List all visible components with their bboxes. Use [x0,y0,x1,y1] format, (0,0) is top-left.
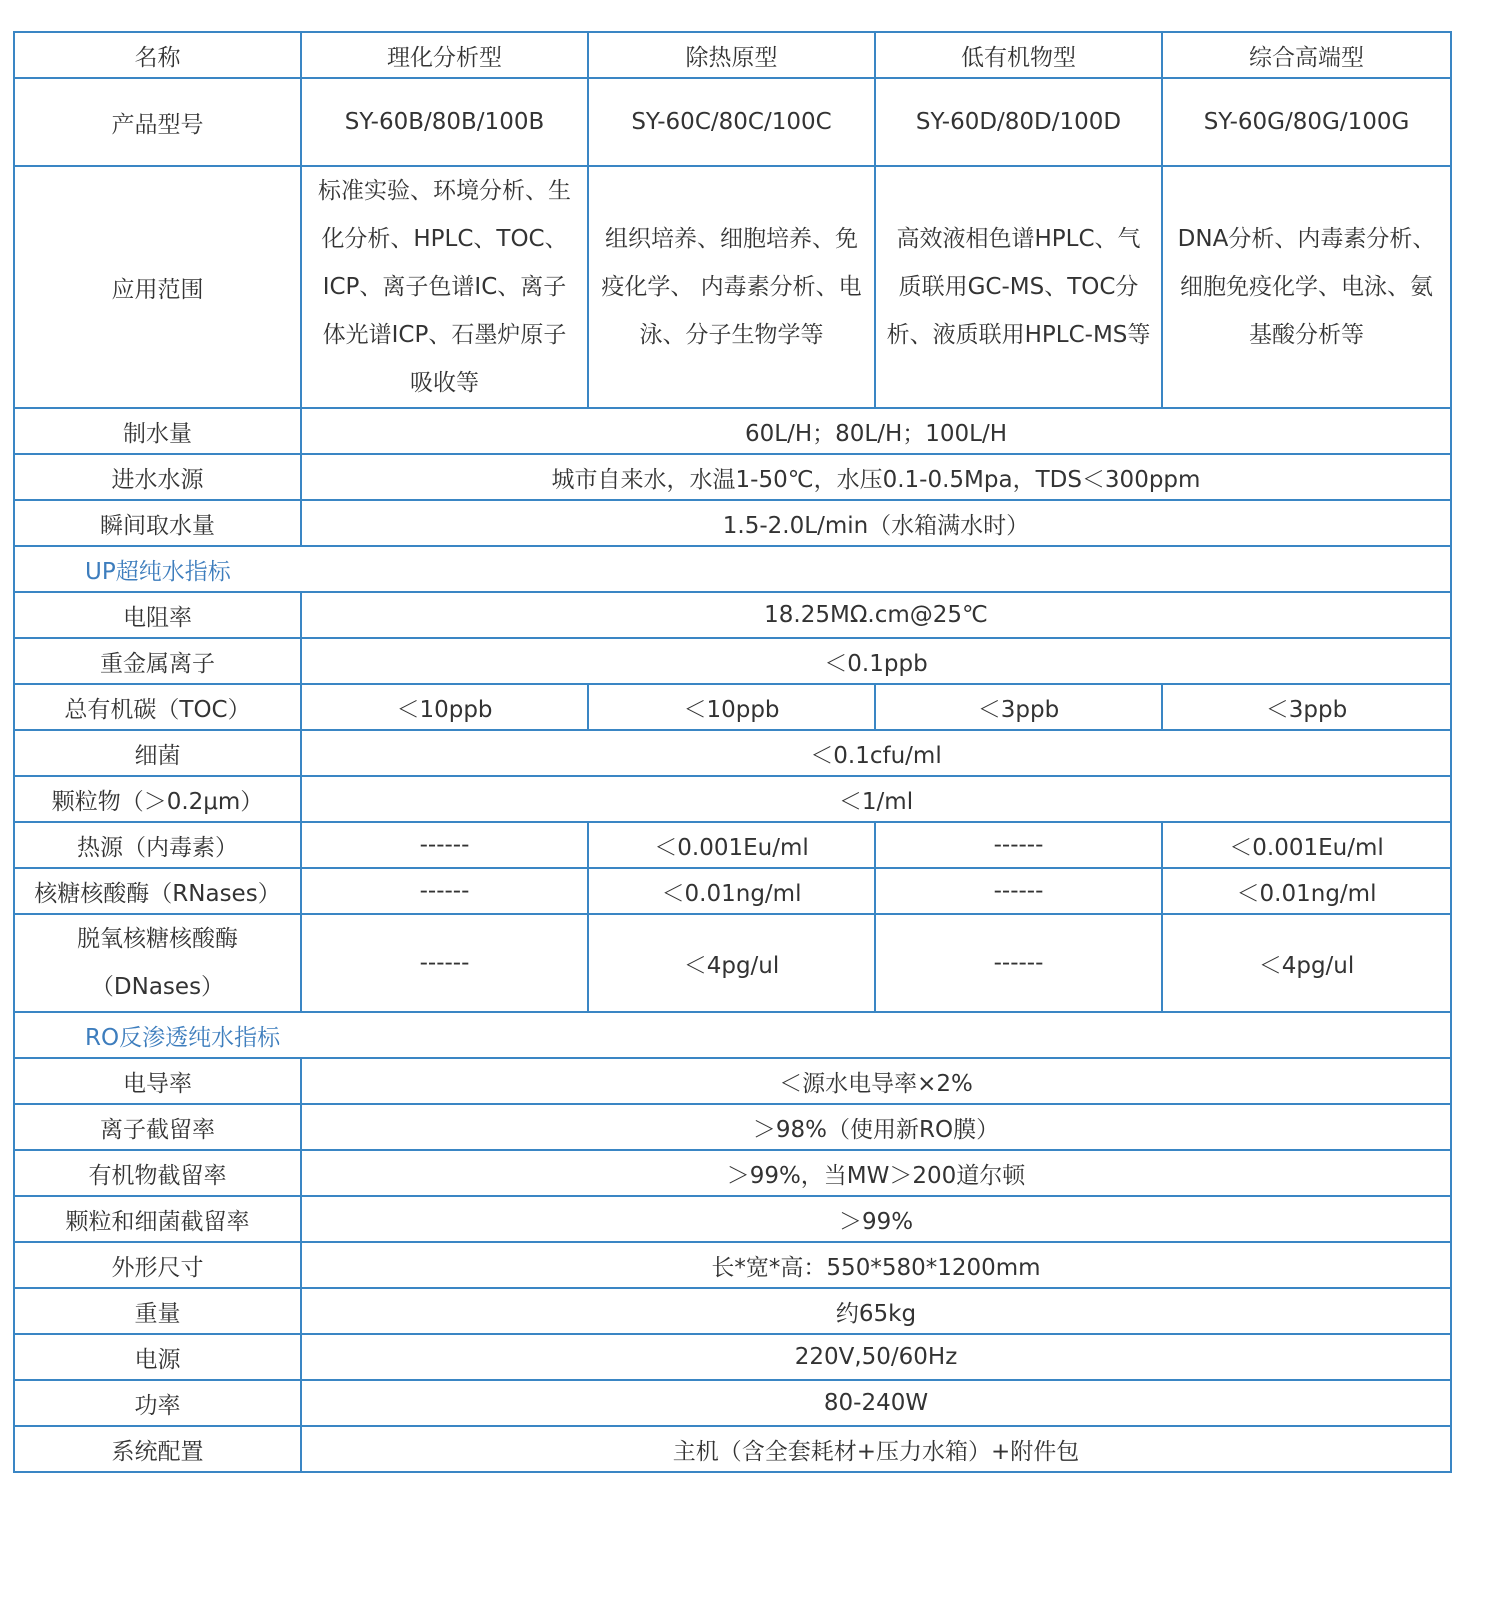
model-row [14,78,1451,166]
table-row [14,684,1451,730]
row-value: ＜0.1ppb [301,638,1451,684]
pyrogen-b: ------ [301,822,588,868]
table-row [14,1058,1451,1104]
table-row [14,592,1451,638]
table-row [14,1426,1451,1472]
application-b: 标准实验、环境分析、生化分析、HPLC、TOC、ICP、离子色谱IC、离子体光谱ICP、石墨炉原子吸收等 [301,166,588,408]
row-value: 1.5-2.0L/min（水箱满水时） [301,500,1451,546]
table-row [14,1380,1451,1426]
row-label: 产品型号 [14,78,301,166]
row-value: 220V,50/60Hz [301,1334,1451,1380]
row-label: 离子截留率 [14,1104,301,1150]
row-label: 重量 [14,1288,301,1334]
row-label: 细菌 [14,730,301,776]
header-col-c: 除热原型 [588,32,875,78]
table-row [14,1242,1451,1288]
row-label: 制水量 [14,408,301,454]
row-label: 热源（内毒素） [14,822,301,868]
table-row [14,454,1451,500]
row-label: 颗粒物（＞0.2μm） [14,776,301,822]
header-col-d: 低有机物型 [875,32,1162,78]
table-row [14,822,1451,868]
toc-g: ＜3ppb [1162,684,1451,730]
table-row [14,408,1451,454]
table-row [14,1288,1451,1334]
dnases-d: ------ [875,914,1162,1012]
row-value: 长*宽*高：550*580*1200mm [301,1242,1451,1288]
row-label: 颗粒和细菌截留率 [14,1196,301,1242]
row-label: 电导率 [14,1058,301,1104]
row-label: 总有机碳（TOC） [14,684,301,730]
row-label: 电源 [14,1334,301,1380]
toc-d: ＜3ppb [875,684,1162,730]
row-label: 重金属离子 [14,638,301,684]
row-label: 应用范围 [14,166,301,408]
row-label: 瞬间取水量 [14,500,301,546]
row-value: 60L/H；80L/H；100L/H [301,408,1451,454]
application-g: DNA分析、内毒素分析、细胞免疫化学、电泳、氨基酸分析等 [1162,166,1451,408]
row-value: 80-240W [301,1380,1451,1426]
table-row [14,914,1451,1012]
row-value: ＜0.1cfu/ml [301,730,1451,776]
row-value: ＜源水电导率×2% [301,1058,1451,1104]
model-g: SY-60G/80G/100G [1162,78,1451,166]
model-d: SY-60D/80D/100D [875,78,1162,166]
row-value: ＞99%，当MW＞200道尔顿 [301,1150,1451,1196]
pyrogen-d: ------ [875,822,1162,868]
row-label: 进水水源 [14,454,301,500]
header-row [14,32,1451,78]
table-row [14,868,1451,914]
rnases-g: ＜0.01ng/ml [1162,868,1451,914]
row-label: 电阻率 [14,592,301,638]
row-value: ＞98%（使用新RO膜） [301,1104,1451,1150]
table-row [14,638,1451,684]
row-label: 有机物截留率 [14,1150,301,1196]
row-value: ＞99% [301,1196,1451,1242]
dnases-g: ＜4pg/ul [1162,914,1451,1012]
ro-section-title: RO反渗透纯水指标 [14,1012,1451,1058]
row-label: 脱氧核糖核酸酶（DNases） [14,914,301,1012]
application-d: 高效液相色谱HPLC、气质联用GC-MS、TOC分析、液质联用HPLC-MS等 [875,166,1162,408]
toc-c: ＜10ppb [588,684,875,730]
pyrogen-g: ＜0.001Eu/ml [1162,822,1451,868]
table-row [14,776,1451,822]
pyrogen-c: ＜0.001Eu/ml [588,822,875,868]
spec-table [13,31,1452,1473]
table-row [14,1196,1451,1242]
table-row [14,730,1451,776]
table-row [14,1334,1451,1380]
dnases-b: ------ [301,914,588,1012]
row-label: 功率 [14,1380,301,1426]
rnases-b: ------ [301,868,588,914]
toc-b: ＜10ppb [301,684,588,730]
table-row [14,1150,1451,1196]
row-value: ＜1/ml [301,776,1451,822]
row-value: 约65kg [301,1288,1451,1334]
row-label: 核糖核酸酶（RNases） [14,868,301,914]
rnases-d: ------ [875,868,1162,914]
table-row [14,1104,1451,1150]
ro-section-row [14,1012,1451,1058]
row-label: 系统配置 [14,1426,301,1472]
application-row [14,166,1451,408]
header-col-g: 综合高端型 [1162,32,1451,78]
row-value: 城市自来水，水温1-50℃，水压0.1-0.5Mpa，TDS＜300ppm [301,454,1451,500]
rnases-c: ＜0.01ng/ml [588,868,875,914]
application-c: 组织培养、细胞培养、免疫化学、 内毒素分析、电泳、分子生物学等 [588,166,875,408]
header-col-b: 理化分析型 [301,32,588,78]
row-label: 外形尺寸 [14,1242,301,1288]
header-name-cell: 名称 [14,32,301,78]
up-section-row [14,546,1451,592]
dnases-c: ＜4pg/ul [588,914,875,1012]
up-section-title: UP超纯水指标 [14,546,1451,592]
model-c: SY-60C/80C/100C [588,78,875,166]
model-b: SY-60B/80B/100B [301,78,588,166]
row-value: 18.25MΩ.cm@25℃ [301,592,1451,638]
table-row [14,500,1451,546]
row-value: 主机（含全套耗材+压力水箱）+附件包 [301,1426,1451,1472]
